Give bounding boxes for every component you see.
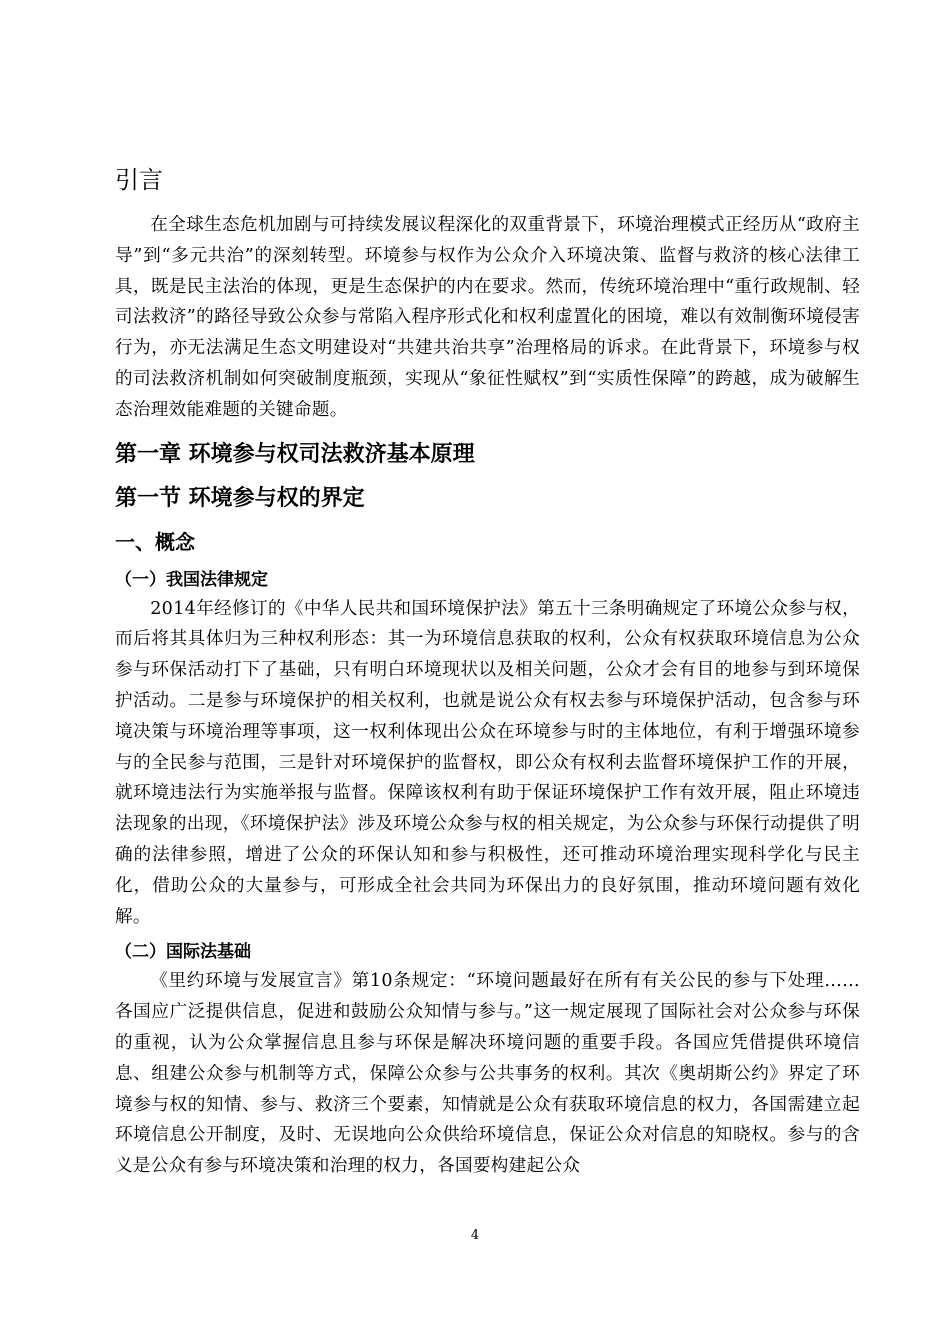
page-number: 4 bbox=[470, 1228, 480, 1243]
subsection-title: 一、概念 bbox=[115, 529, 195, 554]
page-content bbox=[115, 160, 860, 1182]
part1-title: （一）我国法律规定 bbox=[115, 569, 268, 590]
intro-paragraph: 在全球生态危机加剧与可持续发展议程深化的双重背景下，环境治理模式正经历从“政府主导”到“多元共治”的深刻转型。环境参与权作为公众介入环境决策、监督与救济的核心法律工具，既是民主法治的体现，更是生态保护的内在要求。然而，传统环境治理中“重行政规制、轻司法救济”的路径导致公众参与常陷入程序形式化和权利虚置化的困境，难以有效制衡环境侵害行为，亦无法满足生态文明建设对“共建共治共享”治理格局的诉求。在此背景下，环境参与权的司法救济机制如何突破制度瓶颈，实现从“象征性赋权”到“实质性保障”的跨越，成为破解生态治理效能难题的关键命题。 bbox=[115, 215, 860, 420]
section-title: 第一节 环境参与权的界定 bbox=[115, 485, 365, 511]
chapter-title: 第一章 环境参与权司法救济基本原理 bbox=[115, 441, 475, 467]
intro-heading: 引言 bbox=[115, 166, 163, 194]
part2-paragraph: 《里约环境与发展宣言》第10条规定：“环境问题最好在所有有关公民的参与下处理……各国应广泛提供信息，促进和鼓励公众知情与参与。”这一规定展现了国际社会对公众参与环保的重视，认为公众掌握信息且参与环保是解决环境问题的重要手段。各国应凭借提供环境信息、组建公众参与机制等方式，保障公众参与公共事务的权利。其次《奥胡斯公约》界定了环境参与权的知情、参与、救济三个要素，知情就是公众有获取环境信息的权力，各国需建立起环境信息公开制度，及时、无误地向公众供给环境信息，保证公众对信息的知晓权。参与的含义是公众有参与环境决策和治理的权力，各国要构建起公众 bbox=[115, 971, 860, 1177]
part1-paragraph: 2014年经修订的《中华人民共和国环境保护法》第五十三条明确规定了环境公众参与权，而后将其具体归为三种权利形态：其一为环境信息获取的权利，公众有权获取环境信息为公众参与环保活动打下了基础，只有明白环境现状以及相关问题，公众才会有目的地参与到环境保护活动。二是参与环境保护的相关权利，也就是说公众有权去参与环境保护活动，包含参与环境决策与环境治理等事项，这一权利体现出公众在环境参与时的主体地位，有利于增强环境参与的全民参与范围，三是针对环境保护的监督权，即公众有权利去监督环境保护工作的开展，就环境违法行为实施举报与监督。保障该权利有助于保证环境保护工作有效开展，阻止环境违法现象的出现，《环境保护法》涉及环境公众参与权的相关规定，为公众参与环保行动提供了明确的法律参照，增进了公众的环保认知和参与积极性，还可推动环境治理实现科学化与民主化，借助公众的大量参与，可形成全社会共同为环保出力的良好氛围，推动环境问题有效化解。 bbox=[115, 598, 860, 927]
part2-title: （二）国际法基础 bbox=[115, 942, 251, 963]
